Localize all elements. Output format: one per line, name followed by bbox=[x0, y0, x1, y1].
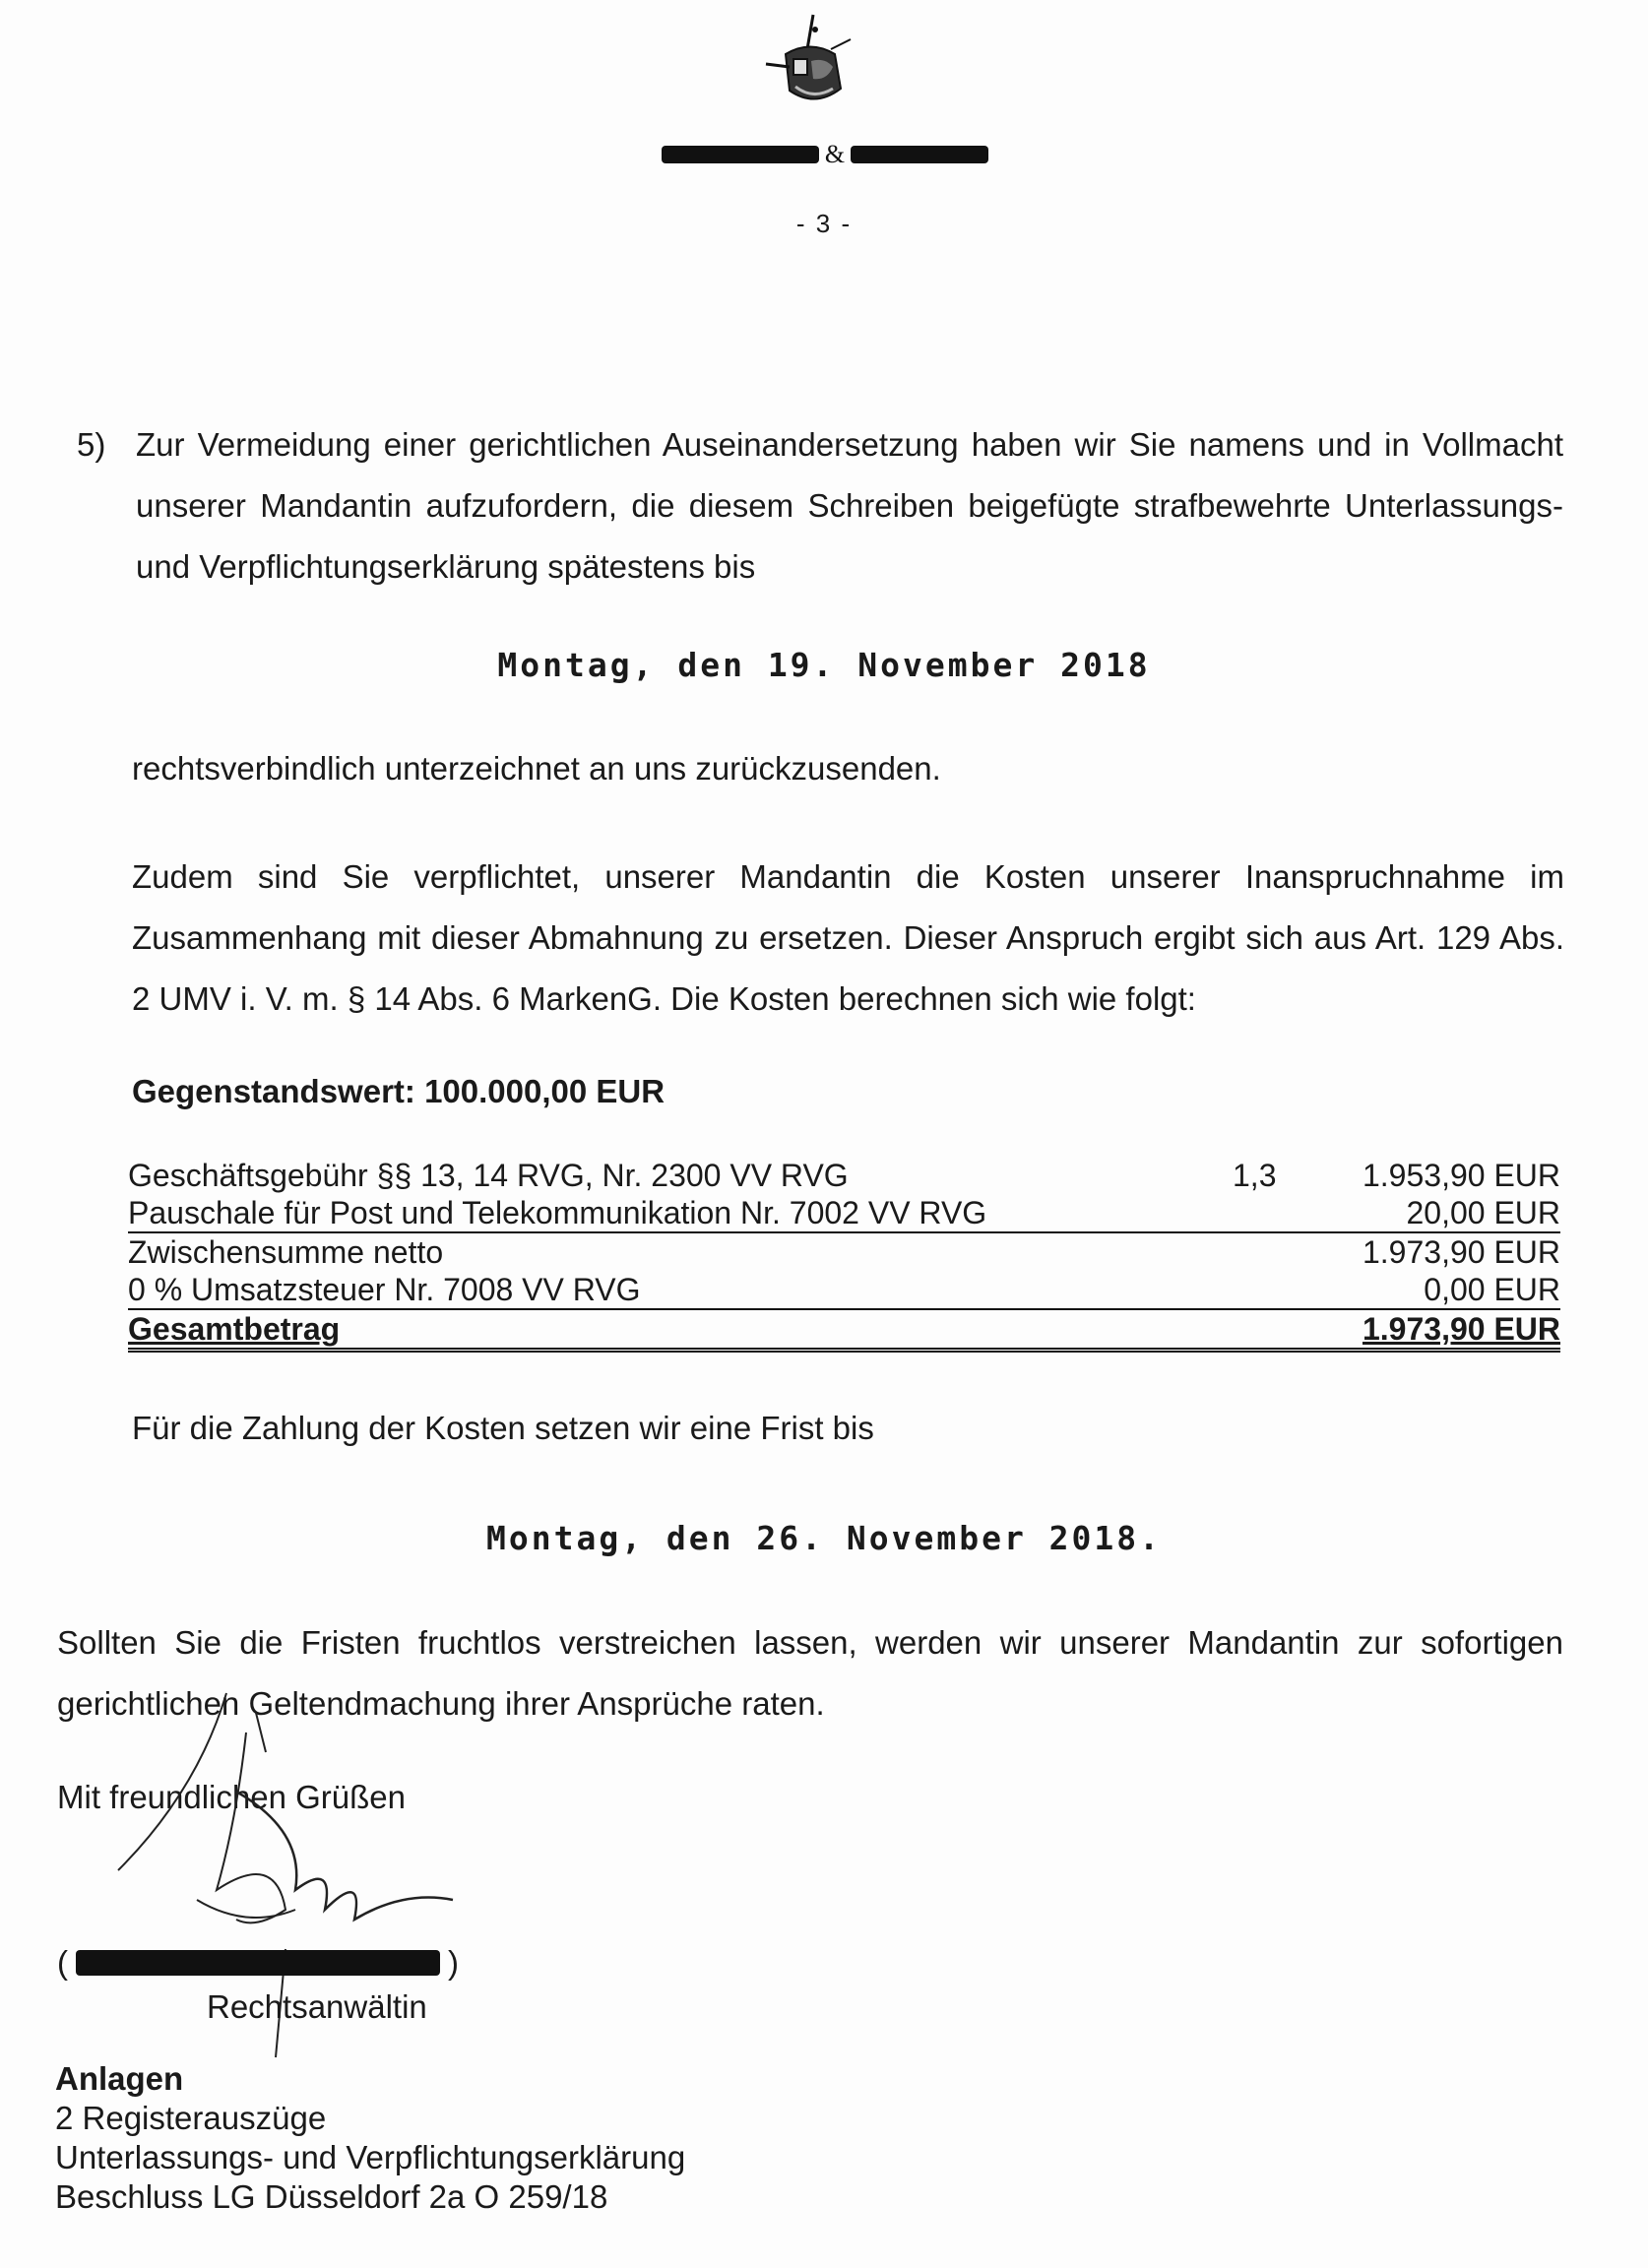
table-row bbox=[128, 1271, 1560, 1310]
close-paren: ) bbox=[448, 1944, 459, 1981]
fee-label: Pauschale für Post und Telekommunikation Nr. 7002 VV RVG bbox=[128, 1195, 987, 1230]
redaction-bar bbox=[851, 146, 988, 163]
attachments-list bbox=[55, 2059, 685, 2217]
signer-name bbox=[57, 1944, 459, 1982]
total-amount: 1.973,90 EUR bbox=[1362, 1311, 1560, 1347]
subject-value: Gegenstandswert: 100.000,00 EUR bbox=[132, 1073, 666, 1109]
return-instruction: rechtsverbindlich unterzeichnet an uns zurückzusenden. bbox=[132, 750, 941, 787]
fee-amount: 20,00 EUR bbox=[1406, 1195, 1560, 1230]
page-number: - 3 - bbox=[795, 209, 853, 238]
redaction-bar bbox=[662, 146, 819, 163]
attachments-heading: Anlagen bbox=[55, 2060, 184, 2097]
closing-paragraph: Sollten Sie die Fristen fruchtlos verstreichen lassen, werden wir unserer Mandantin zur sofortigen gerichtlichen Geltendmachung ihrer Ansprüche raten. bbox=[57, 1624, 1563, 1722]
fee-label: Geschäftsgebühr §§ 13, 14 RVG, Nr. 2300 VV RVG bbox=[128, 1158, 849, 1193]
signature-deadline: Montag, den 19. November 2018 bbox=[497, 646, 1151, 684]
fee-factor: 1,3 bbox=[1233, 1158, 1277, 1193]
firm-name bbox=[648, 138, 1002, 171]
table-row-total bbox=[128, 1310, 1560, 1353]
table-row bbox=[128, 1157, 1560, 1194]
fee-amount: 1.973,90 EUR bbox=[1362, 1234, 1560, 1270]
fee-label: Zwischensumme netto bbox=[128, 1234, 444, 1270]
costs-paragraph: Zudem sind Sie verpflichtet, unserer Mandantin die Kosten unserer Inanspruchnahme im Zusammenhang mit dieser Abmahnung zu ersetzen. Dieser Anspruch ergibt sich aus Art. 129 Abs. 2 UMV i. V. m. § 14 Abs. 6 MarkenG. Die Kosten berechnen sich wie folgt: bbox=[132, 858, 1564, 1017]
fee-amount: 0,00 EUR bbox=[1424, 1272, 1560, 1307]
table-row bbox=[128, 1233, 1560, 1271]
firm-ampersand: & bbox=[824, 140, 846, 168]
table-row bbox=[128, 1194, 1560, 1233]
signer-title: Rechtsanwältin bbox=[207, 1988, 427, 2025]
total-label: Gesamtbetrag bbox=[128, 1311, 341, 1347]
payment-instruction: Für die Zahlung der Kosten setzen wir eine Frist bis bbox=[132, 1410, 874, 1446]
item-number: 5) bbox=[77, 426, 106, 463]
fee-table bbox=[128, 1157, 1560, 1353]
greeting: Mit freundlichen Grüßen bbox=[57, 1779, 406, 1815]
list-item: 2 Registerauszüge bbox=[55, 2100, 327, 2136]
list-item: Unterlassungs- und Verpflichtungserklärung bbox=[55, 2139, 686, 2175]
payment-deadline: Montag, den 26. November 2018. bbox=[485, 1519, 1163, 1557]
redaction-bar bbox=[76, 1950, 440, 1976]
law-firm-crest-icon bbox=[756, 10, 864, 123]
fee-label: 0 % Umsatzsteuer Nr. 7008 VV RVG bbox=[128, 1272, 641, 1307]
list-item: Beschluss LG Düsseldorf 2a O 259/18 bbox=[55, 2178, 608, 2215]
fee-amount: 1.953,90 EUR bbox=[1362, 1158, 1560, 1193]
item-paragraph: Zur Vermeidung einer gerichtlichen Auseinandersetzung haben wir Sie namens und in Vollmacht unserer Mandantin aufzufordern, die diesem Schreiben beigefügte strafbewehrte Unterlassungs- und Verpflichtungserklärung spätestens bis bbox=[136, 426, 1563, 585]
open-paren: ( bbox=[57, 1944, 68, 1981]
